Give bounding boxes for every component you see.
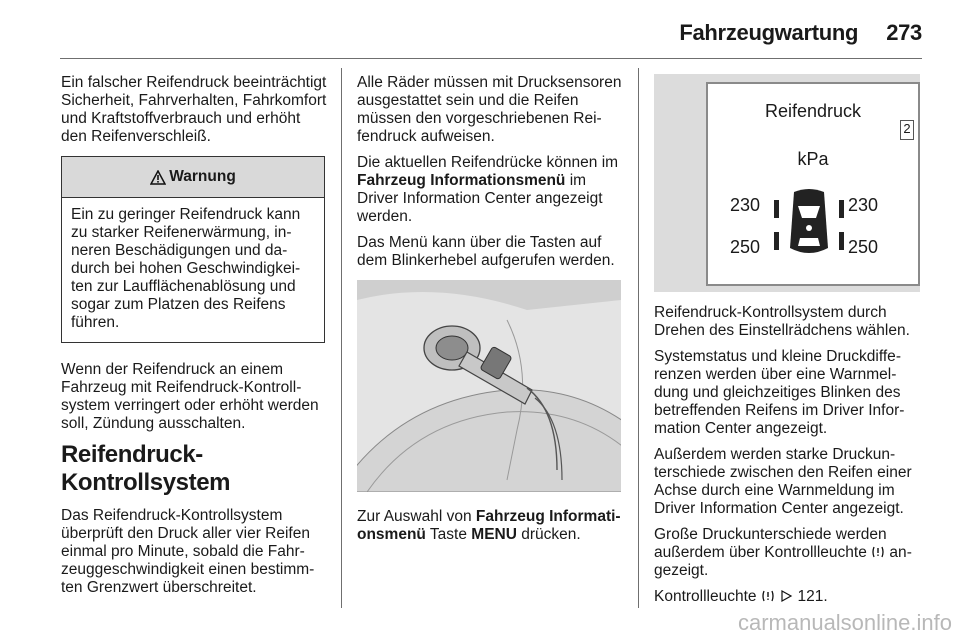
page-number: 273 bbox=[886, 20, 922, 45]
instrument-cluster-figure bbox=[654, 74, 920, 292]
column-divider-2 bbox=[638, 68, 639, 608]
display-unit: kPa bbox=[797, 149, 829, 169]
pressure-rear-left: 250 bbox=[730, 237, 761, 257]
display-title: Reifendruck bbox=[764, 101, 862, 121]
tire-pressure-display bbox=[706, 82, 920, 286]
paragraph-menu-info: Die aktuellen Reifendrücke können im Fahrzeug Informationsmenü im Driver Information Center angezeigt werden. bbox=[357, 154, 619, 225]
paragraph-sensors: Alle Räder müssen mit Drucksensoren ausgestattet sein und die Reifen müssen den vorgeschriebenen Reifendruck aufweisen. bbox=[357, 74, 622, 145]
paragraph-axle: Außerdem werden starke Druckunterschiede zwischen den Reifen einer Achse durch eine Warnmeldung im Driver Information Center angezeigt. bbox=[654, 446, 912, 517]
pressure-front-left: 230 bbox=[730, 195, 761, 215]
warning-header bbox=[62, 157, 324, 198]
display-page-badge: 2 bbox=[900, 120, 914, 140]
intro-paragraph: Ein falscher Reifendruck beeinträchtigt Sicherheit, Fahrverhalten, Fahrkomfort und Kraftstoffverbrauch und erhöht den Reifenverschleiß. bbox=[61, 74, 327, 145]
page-reference[interactable]: 121. bbox=[797, 588, 828, 605]
warning-triangle-icon bbox=[150, 170, 166, 185]
paragraph-3: Das Reifendruck-Kontrollsystem überprüft den Druck aller vier Reifen einmal pro Minute, sobald die Fahrzeuggeschwindigkeit einen bestimmten Grenzwert überschreitet. bbox=[61, 507, 315, 596]
paragraph-indicator-ref: Kontrollleuchte 121. bbox=[654, 588, 828, 605]
section-heading: Reifendruck-Kontrollsystem bbox=[61, 441, 231, 496]
car-top-view-icon bbox=[772, 188, 846, 258]
column-divider-1 bbox=[341, 68, 342, 608]
paragraph-menu-access: Das Menü kann über die Tasten auf dem Blinkerhebel aufgerufen werden. bbox=[357, 234, 615, 269]
warning-title: Warnung bbox=[169, 168, 236, 185]
pressure-front-right: 230 bbox=[848, 195, 879, 215]
page-header bbox=[60, 15, 922, 51]
turn-signal-lever-illustration bbox=[357, 280, 621, 492]
column-1 bbox=[61, 74, 327, 605]
header-rule bbox=[60, 58, 922, 59]
warning-body: Ein zu geringer Reifendruck kann zu starker Reifenerwärmung, inneren Beschädigungen und dadurch bei hohen Geschwindigkeiten zur Laufflächenablösung und sogar zum Platzen des Reifens führen. bbox=[71, 206, 301, 331]
paragraph-large-diff: Große Druckunterschiede werden außerdem über Kontrollleuchte angezeigt. bbox=[654, 526, 912, 579]
warning-box bbox=[61, 156, 325, 343]
page-title: Fahrzeugwartung bbox=[679, 20, 859, 45]
paragraph-select: Reifendruck-Kontrollsystem durch Drehen des Einstellrädchens wählen. bbox=[654, 304, 910, 339]
tpms-warning-icon bbox=[871, 545, 885, 559]
pressure-rear-right: 250 bbox=[848, 237, 879, 257]
page-reference-arrow-icon bbox=[779, 589, 793, 603]
column-3 bbox=[654, 74, 924, 614]
lever-drawing bbox=[357, 280, 621, 492]
paragraph-status: Systemstatus und kleine Druckdifferenzen werden über eine Warnmeldung und gleichzeitiges Blinken des betreffenden Reifens im Driver Information Center angezeigt. bbox=[654, 348, 905, 437]
watermark: carmanualsonline.info bbox=[737, 610, 952, 635]
figure-caption: Zur Auswahl von Fahrzeug Informationsmenü Taste MENU drücken. bbox=[357, 508, 621, 543]
tpms-warning-icon bbox=[761, 589, 775, 603]
column-2 bbox=[357, 74, 625, 552]
paragraph-2: Wenn der Reifendruck an einem Fahrzeug mit Reifendruck-Kontrollsystem verringert oder erhöht werden soll, Zündung ausschalten. bbox=[61, 361, 319, 432]
